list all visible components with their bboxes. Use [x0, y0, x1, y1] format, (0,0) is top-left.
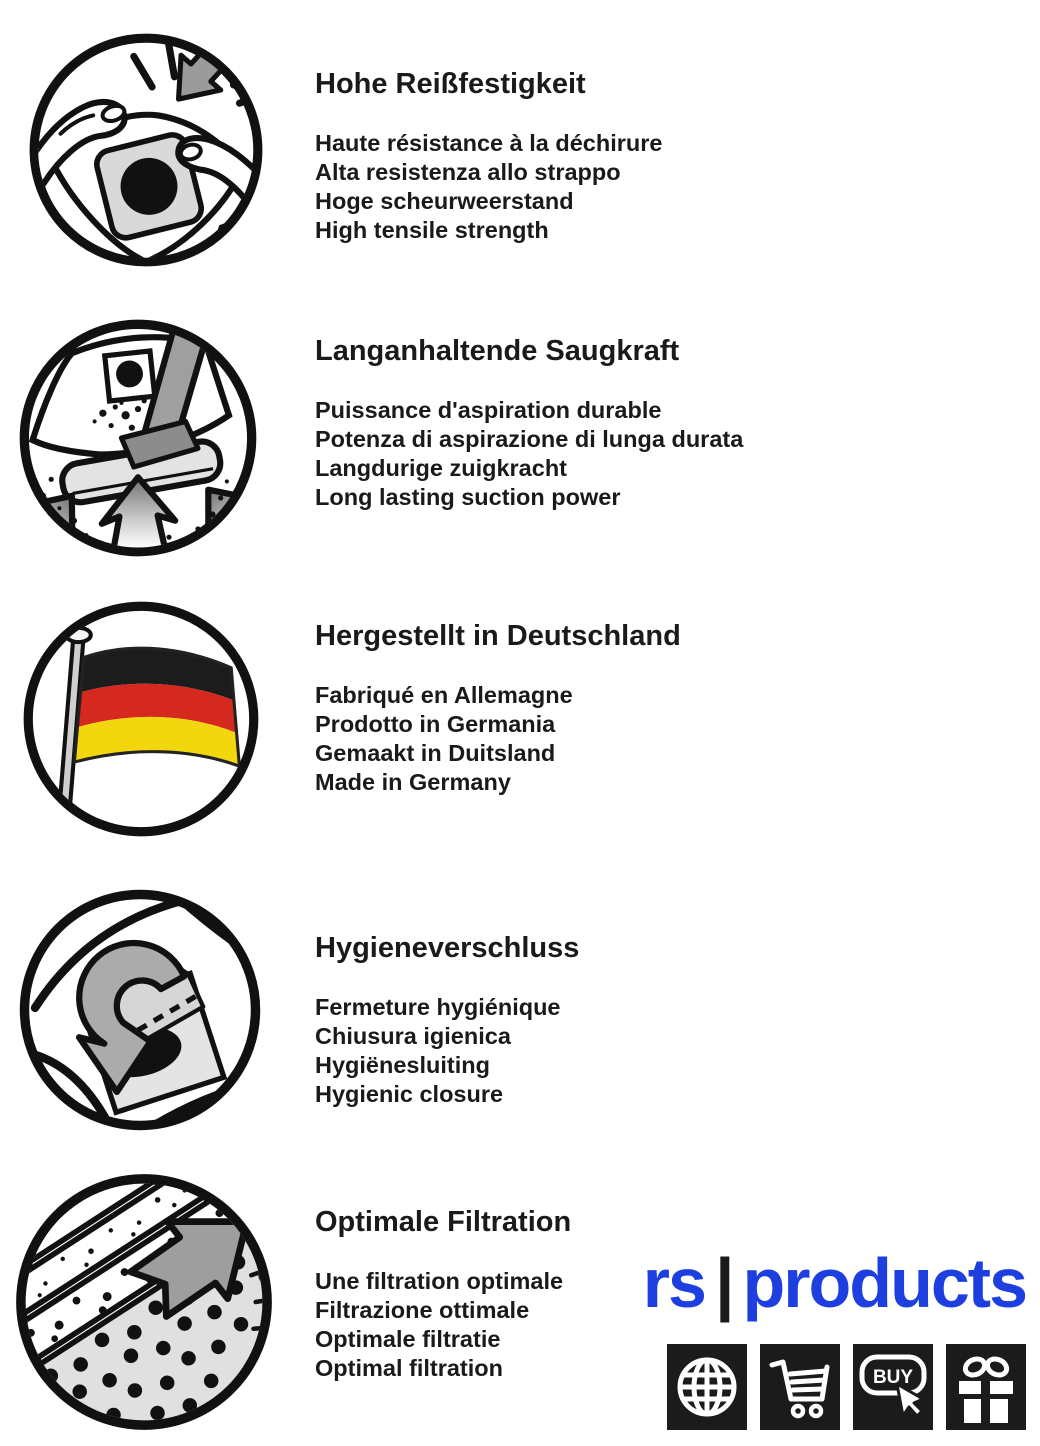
feature-translation-it: Chiusura igienica [315, 1023, 511, 1049]
feature-translation-fr: Fabriqué en Allemagne [315, 682, 573, 708]
feature-translation-it: Alta resistenza allo strappo [315, 159, 621, 185]
hygienic-closure-icon [14, 884, 266, 1136]
feature-title: Hygieneverschluss [315, 932, 580, 964]
shopping-cart-icon [760, 1344, 840, 1430]
feature-translation-en: Made in Germany [315, 769, 511, 795]
feature-made-in-germany [315, 620, 935, 797]
globe-icon [667, 1344, 747, 1430]
suction-power-icon [14, 314, 262, 562]
feature-translation-nl: Langdurige zuigkracht [315, 455, 567, 481]
feature-tear-strength [315, 68, 935, 245]
brand-icon-row [667, 1344, 1026, 1430]
feature-title: Langanhaltende Saugkraft [315, 335, 680, 367]
feature-translation-nl: Hygiënesluiting [315, 1052, 490, 1078]
feature-translation-it: Filtrazione ottimale [315, 1297, 530, 1323]
feature-title: Optimale Filtration [315, 1206, 572, 1238]
logo-rs: rs [642, 1244, 705, 1322]
feature-translation-fr: Une filtration optimale [315, 1268, 564, 1294]
optimal-filtration-icon [10, 1168, 278, 1436]
feature-translation-en: Long lasting suction power [315, 484, 621, 510]
feature-translation-fr: Fermeture hygiénique [315, 994, 561, 1020]
feature-translation-en: High tensile strength [315, 217, 549, 243]
feature-hygienic-closure [315, 932, 935, 1109]
feature-suction-power [315, 335, 935, 512]
rs-products-logo [643, 1243, 1026, 1323]
buy-label: BUY [872, 1367, 914, 1388]
feature-translation-nl: Optimale filtratie [315, 1326, 501, 1352]
buy-click-icon [853, 1344, 933, 1430]
feature-translation-fr: Puissance d'aspiration durable [315, 397, 662, 423]
feature-translation-it: Potenza di aspirazione di lunga durata [315, 426, 744, 452]
feature-translation-en: Hygienic closure [315, 1081, 504, 1107]
filter-layers [10, 1168, 278, 1436]
feature-translation-nl: Hoge scheurweerstand [315, 188, 574, 214]
feature-translation-nl: Gemaakt in Duitsland [315, 740, 556, 766]
made-in-germany-flag-icon [18, 596, 264, 842]
logo-separator: | [714, 1244, 733, 1322]
feature-translation-en: Optimal filtration [315, 1355, 503, 1381]
feature-title: Hohe Reißfestigkeit [315, 68, 586, 100]
feature-translation-fr: Haute résistance à la déchirure [315, 130, 663, 156]
tear-strength-icon [24, 28, 268, 272]
feature-translation-it: Prodotto in Germania [315, 711, 556, 737]
feature-title: Hergestellt in Deutschland [315, 620, 681, 652]
gift-icon [946, 1344, 1026, 1430]
logo-products: products [742, 1244, 1026, 1322]
